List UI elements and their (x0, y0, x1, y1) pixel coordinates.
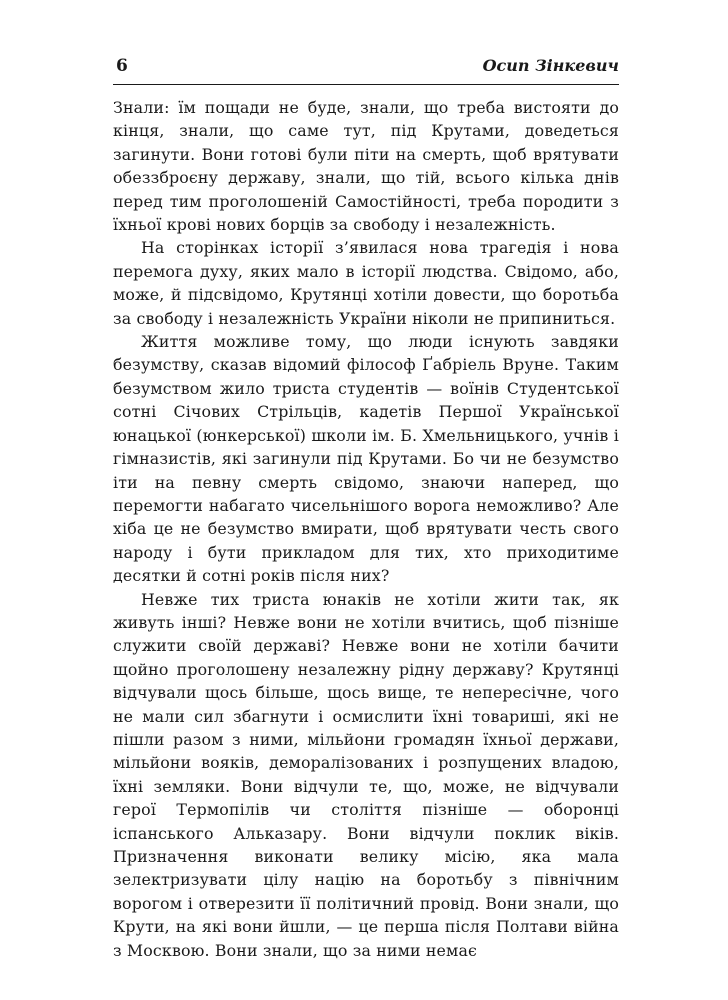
paragraph: Знали: їм пощади не буде, знали, що треба вистояти до кінця, знали, що саме тут, під Крутами, доведеться загинути. Вони готові були піти на смерть, щоб врятувати обеззброєну державу, знали, що тій, всього кілька днів перед тим проголошеній Самостійності, треба породити з їхньої крові нових борців за свободу і незалежність. (113, 98, 619, 235)
page-number: 6 (116, 56, 128, 76)
author-name: Осип Зінкевич (482, 56, 619, 75)
header-rule (113, 84, 619, 85)
body-text (113, 96, 619, 962)
book-page (113, 48, 619, 962)
paragraph: Життя можливе тому, що люди існують завдяки безумству, сказав відомий філософ Ґабріель Вруне. Таким безумством жило триста студентів — воїнів Студентської сотні Січових Стрільців, кадетів Першої Української юнацької (юнкерської) школи ім. Б. Хмельницького, учнів і гімназистів, які загинули під Крутами. Бо чи не безумство іти на певну смерть свідомо, знаючи наперед, що перемогти набагато чисельнішого ворога неможливо? Але хіба це не безумство вмирати, щоб врятувати честь свого народу і бути прикладом для тих, хто приходитиме десятки й сотні років після них? (113, 332, 619, 586)
running-header (113, 48, 619, 84)
paragraph: На сторінках історії з’явилася нова трагедія і нова перемога духу, яких мало в історії людства. Свідомо, або, може, й підсвідомо, Крутянці хотіли довести, що боротьба за свободу і незалежність України ніколи не припиниться. (113, 238, 619, 328)
paragraph: Невже тих триста юнаків не хотіли жити так, як живуть інші? Невже вони не хотіли вчитись, щоб пізніше служити своїй державі? Невже вони не хотіли бачити щойно проголошену незалежну рідну державу? Крутянці відчували щось більше, щось вище, те непересічне, чого не мали сил збагнути і осмислити їхні товариші, які не пішли разом з ними, мільйони громадян їхньої держави, мільйони вояків, деморалізованих і розпущених владою, їхні земляки. Вони відчули те, що, може, не відчували герої Термопілів чи століття пізніше — оборонці іспанського Альказару. Вони відчули поклик віків. Призначення виконати велику місію, яка мала зелектризувати цілу націю на боротьбу з північним ворогом і отверезити її політичний провід. Вони знали, що Крути, на які вони йшли, — це перша після Полтави війна з Москвою. Вони знали, що за ними немає (113, 589, 619, 960)
